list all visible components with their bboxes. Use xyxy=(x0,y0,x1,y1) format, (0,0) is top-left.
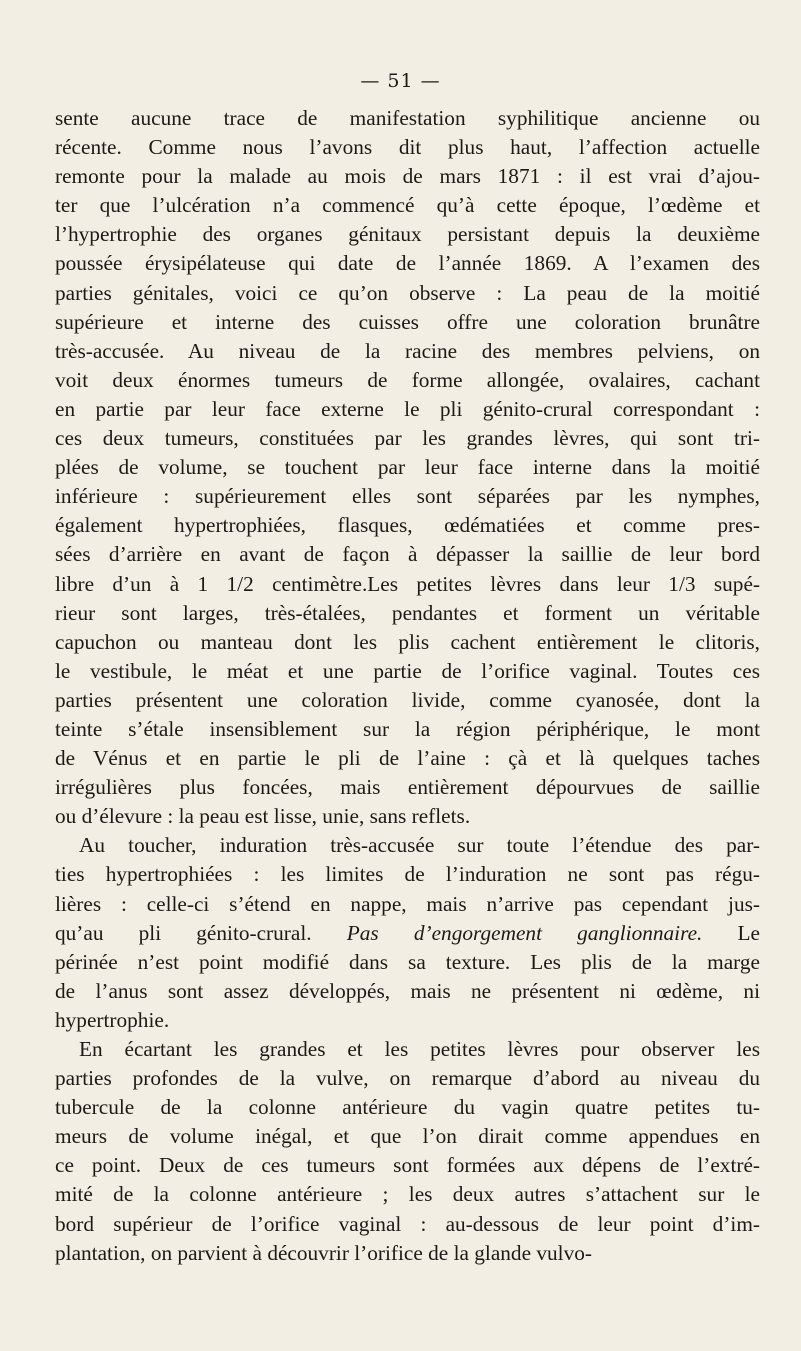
text-line: ces deux tumeurs, constituées par les grandes lèvres, qui sont tri- xyxy=(55,426,760,451)
text-line: inférieure : supérieurement elles sont séparées par les nymphes, xyxy=(55,484,760,509)
text-fragment: Le xyxy=(737,920,760,945)
text-line: en partie par leur face externe le pli génito-crural correspondant : xyxy=(55,396,760,421)
italic-phrase: Pas d’engorgement ganglionnaire. xyxy=(346,920,703,945)
text-line: bord supérieur de l’orifice vaginal : au-dessous de leur point d’im- xyxy=(55,1211,760,1236)
text-line: parties génitales, voici ce qu’on observe : La peau de la moitié xyxy=(55,280,760,305)
text-line: Au toucher, induration très-accusée sur toute l’étendue des par- xyxy=(79,833,760,858)
text-line: de Vénus et en partie le pli de l’aine : çà et là quelques taches xyxy=(55,746,760,771)
text-line: le vestibule, le méat et une partie de l’orifice vaginal. Toutes ces xyxy=(55,658,760,683)
text-line: rieur sont larges, très-étalées, pendantes et forment un véritable xyxy=(55,600,760,625)
text-fragment: qu’au pli génito-crural. xyxy=(55,920,312,945)
text-line: ou d’élevure : la peau est lisse, unie, sans reflets. xyxy=(55,804,471,829)
text-line: supérieure et interne des cuisses offre une coloration brunâtre xyxy=(55,309,760,334)
text-line: tubercule de la colonne antérieure du vagin quatre petites tu- xyxy=(55,1095,760,1120)
paragraph-1 xyxy=(55,104,760,831)
text-line: mité de la colonne antérieure ; les deux autres s’attachent sur le xyxy=(55,1182,760,1207)
text-line: hypertrophie. xyxy=(55,1007,170,1032)
text-line: teinte s’étale insensiblement sur la région périphérique, le mont xyxy=(55,716,760,741)
page-number: — 51 — xyxy=(360,70,441,92)
text-line xyxy=(55,919,760,948)
text-line: poussée érysipélateuse qui date de l’année 1869. A l’examen des xyxy=(55,251,760,276)
text-line: ter que l’ulcération n’a commencé qu’à cette époque, l’œdème et xyxy=(55,193,760,218)
text-line: capuchon ou manteau dont les plis cachent entièrement le clitoris, xyxy=(55,629,760,654)
text-line: plantation, on parvient à découvrir l’orifice de la glande vulvo- xyxy=(55,1240,592,1265)
text-line: l’hypertrophie des organes génitaux persistant depuis la deuxième xyxy=(55,222,760,247)
text-line: parties présentent une coloration livide, comme cyanosée, dont la xyxy=(55,687,760,712)
text-line: périnée n’est point modifié dans sa texture. Les plis de la marge xyxy=(55,949,760,974)
text-line: plées de volume, se touchent par leur face interne dans la moitié xyxy=(55,455,760,480)
text-line: sées d’arrière en avant de façon à dépasser la saillie de leur bord xyxy=(55,542,760,567)
text-line: également hypertrophiées, flasques, œdématiées et comme pres- xyxy=(55,513,760,538)
text-line: récente. Comme nous l’avons dit plus haut, l’affection actuelle xyxy=(55,135,760,160)
text-line: parties profondes de la vulve, on remarque d’abord au niveau du xyxy=(55,1066,760,1091)
paragraph-2 xyxy=(55,831,760,1035)
paragraph-3 xyxy=(55,1035,760,1268)
text-line: remonte pour la malade au mois de mars 1871 : il est vrai d’ajou- xyxy=(55,164,760,189)
text-line: meurs de volume inégal, et que l’on dirait comme appendues en xyxy=(55,1124,760,1149)
text-line: ties hypertrophiées : les limites de l’induration ne sont pas régu- xyxy=(55,862,760,887)
text-line: lières : celle-ci s’étend en nappe, mais n’arrive pas cependant jus- xyxy=(55,891,760,916)
text-line: irrégulières plus foncées, mais entièrement dépourvues de saillie xyxy=(55,775,760,800)
body-text xyxy=(55,104,760,1268)
text-line: très-accusée. Au niveau de la racine des membres pelviens, on xyxy=(55,338,760,363)
text-line: ce point. Deux de ces tumeurs sont formées aux dépens de l’extré- xyxy=(55,1153,760,1178)
text-line: libre d’un à 1 1/2 centimètre.Les petites lèvres dans leur 1/3 supé- xyxy=(55,571,760,596)
text-line: En écartant les grandes et les petites lèvres pour observer les xyxy=(79,1037,760,1061)
text-line: de l’anus sont assez développés, mais ne présentent ni œdème, ni xyxy=(55,978,760,1003)
text-line: sente aucune trace de manifestation syphilitique ancienne ou xyxy=(55,106,760,130)
text-line: voit deux énormes tumeurs de forme allongée, ovalaires, cachant xyxy=(55,367,760,392)
